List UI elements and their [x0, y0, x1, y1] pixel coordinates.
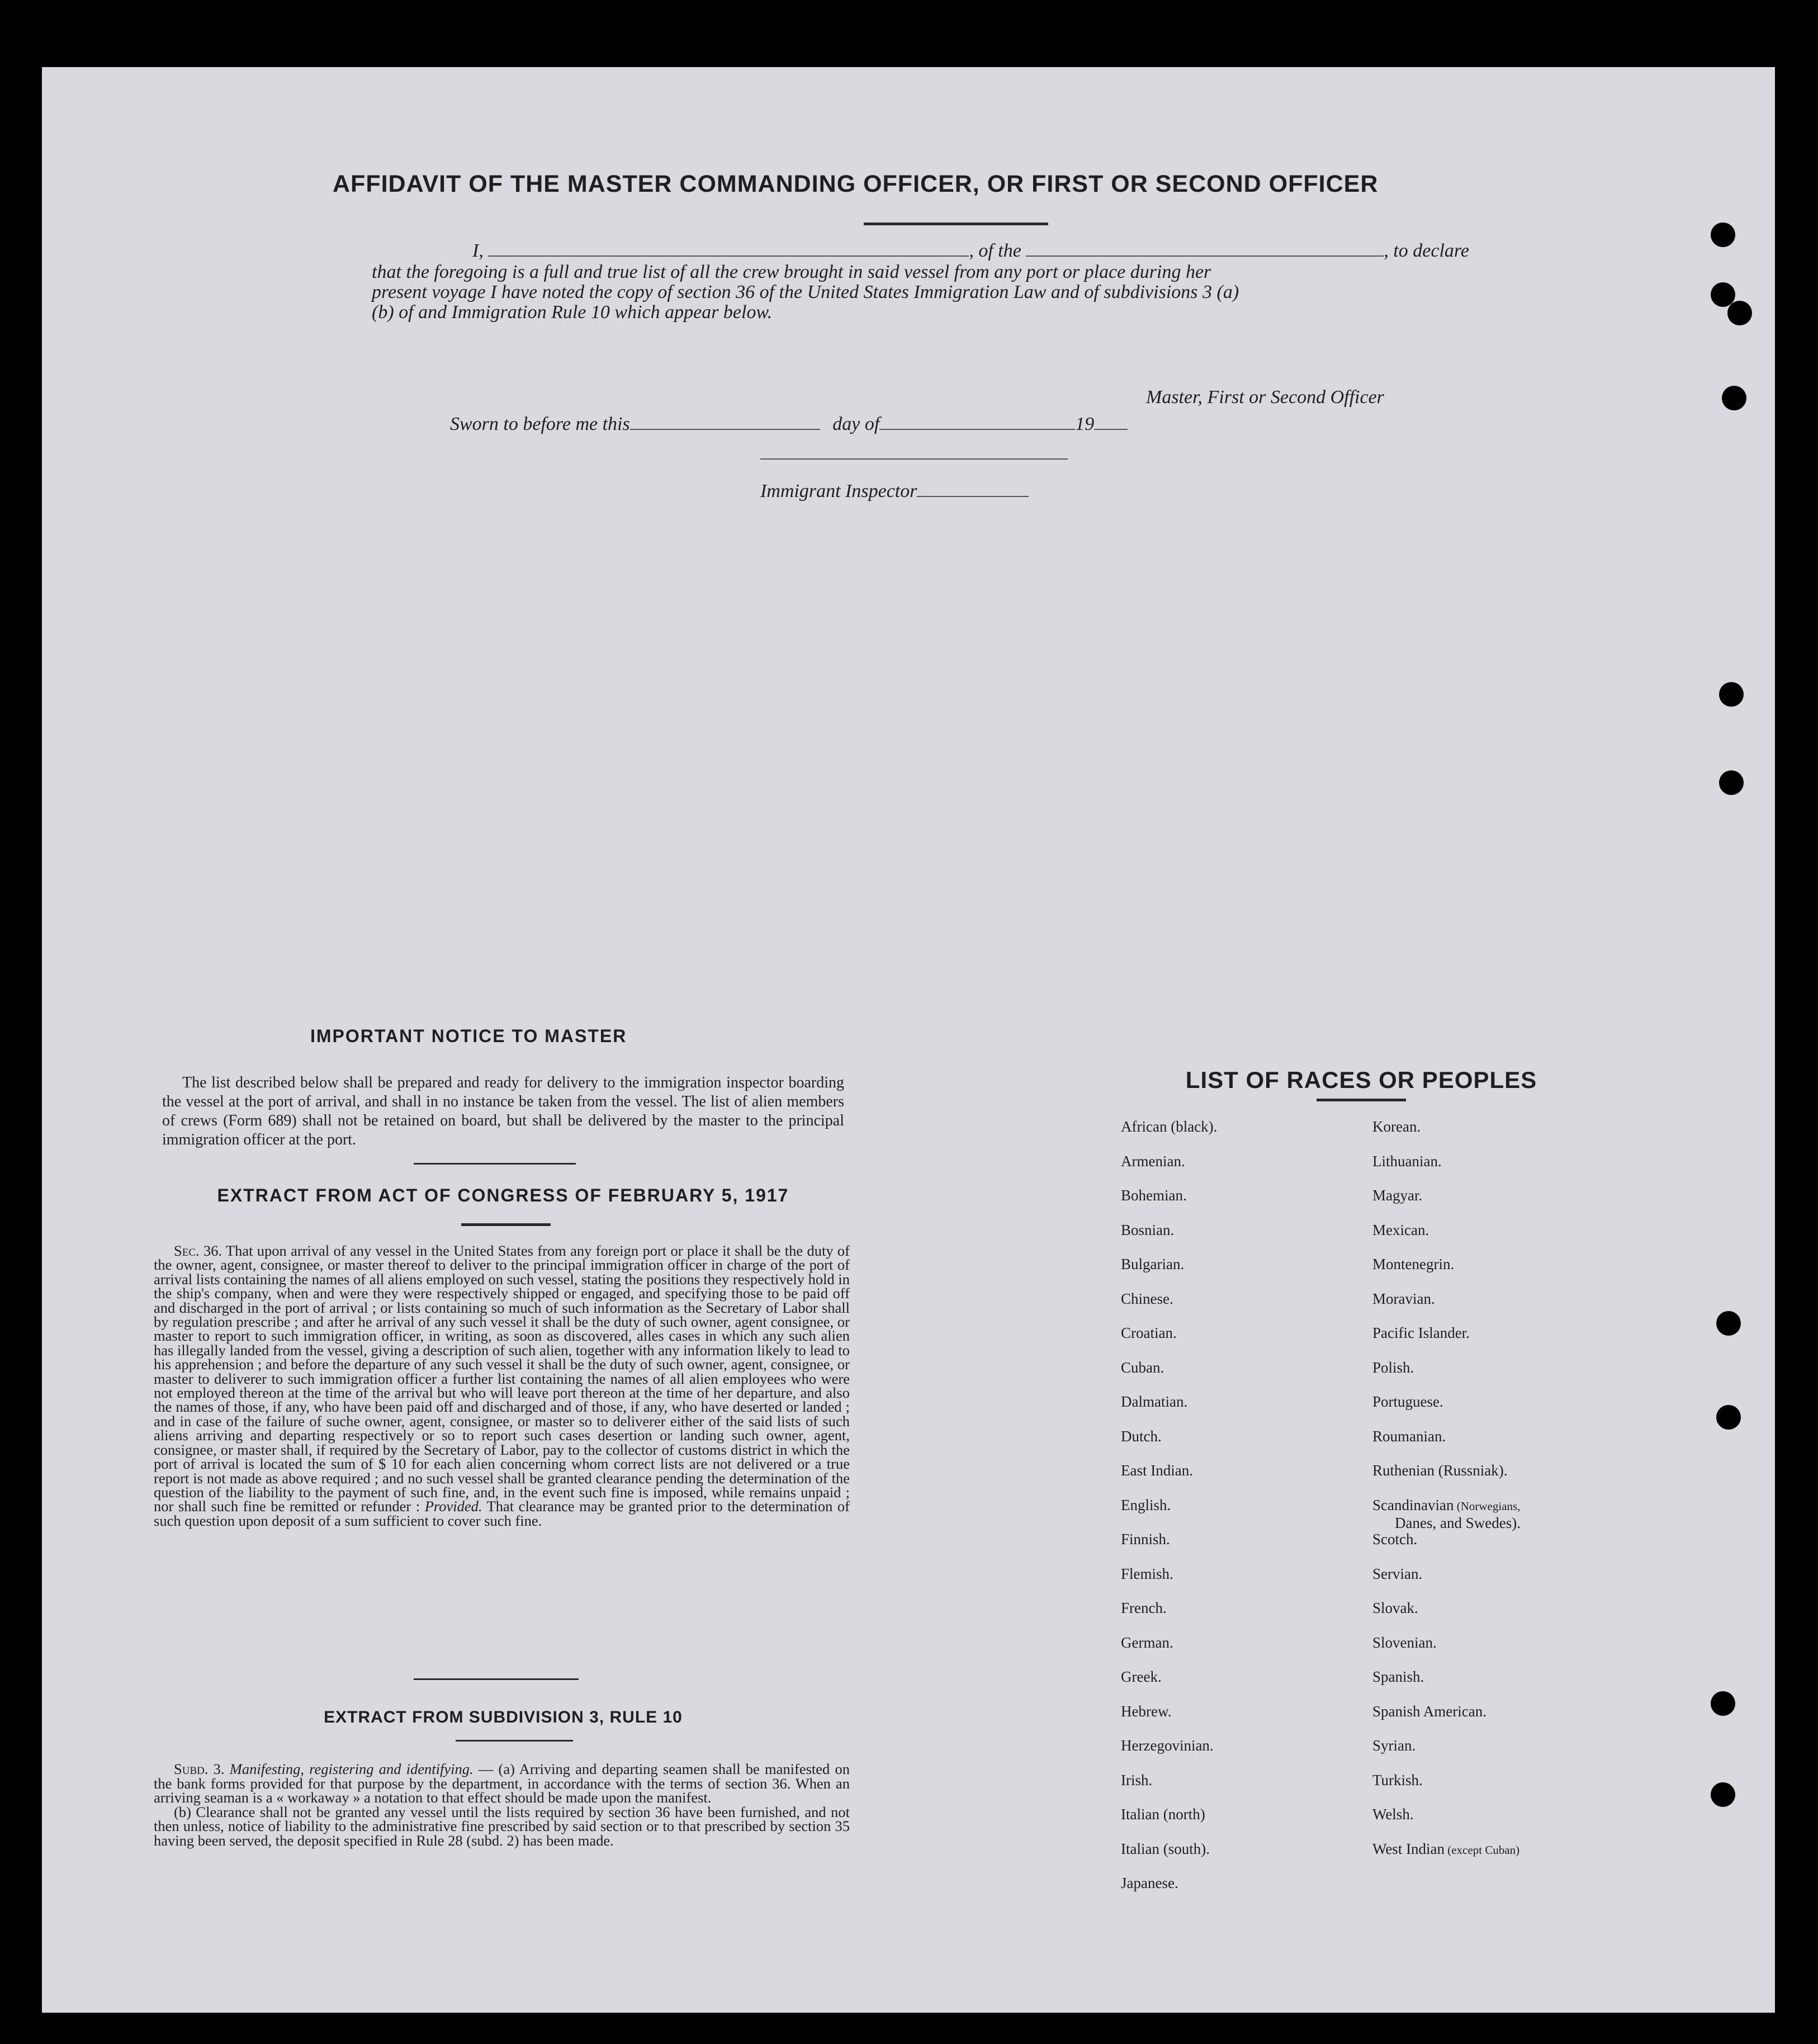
race-item	[1121, 1600, 1217, 1634]
punch-hole	[1711, 223, 1735, 247]
provided-label: Provided.	[424, 1498, 482, 1515]
act-body-end: That clearance may be granted prior to the determination of such question upon deposit of a sum sufficient to cover such fine.	[154, 1498, 850, 1529]
race-name: Italian (north)	[1121, 1806, 1205, 1823]
act-end-rule	[414, 1678, 579, 1680]
race-item	[1372, 1668, 1521, 1703]
race-name: French.	[1121, 1600, 1167, 1616]
race-item	[1372, 1600, 1521, 1634]
race-name: Chinese.	[1121, 1290, 1173, 1307]
race-item	[1121, 1668, 1217, 1703]
subdivision-heading: EXTRACT FROM SUBDIVISION 3, RULE 10	[324, 1708, 683, 1726]
sworn-day-blank[interactable]	[630, 429, 820, 430]
race-item	[1121, 1840, 1217, 1875]
race-item	[1372, 1222, 1521, 1256]
race-name: Finnish.	[1121, 1531, 1170, 1548]
inspector-blank[interactable]	[917, 496, 1029, 497]
race-name: Korean.	[1372, 1118, 1421, 1135]
affidavit-line-3: present voyage I have noted the copy of section 36 of the United States Immigration Law and of subdivisions 3 (a)	[372, 282, 1239, 302]
affidavit-line-2: that the foregoing is a full and true list of all the crew brought in said vessel from any port or place during her	[372, 262, 1211, 282]
race-name: Polish.	[1372, 1359, 1414, 1376]
affidavit-i-label: I,	[472, 240, 484, 261]
punch-hole	[1719, 682, 1744, 707]
inspector-line	[760, 481, 1029, 502]
race-item	[1121, 1772, 1217, 1806]
race-item	[1121, 1462, 1217, 1497]
race-name: Syrian.	[1372, 1737, 1416, 1754]
race-name: Magyar.	[1372, 1187, 1423, 1204]
act-section-text	[154, 1244, 850, 1528]
race-name: English.	[1121, 1496, 1171, 1513]
race-item	[1372, 1531, 1521, 1565]
race-item	[1121, 1634, 1217, 1669]
race-note: (Norwegians,	[1454, 1499, 1521, 1513]
race-name: Scandinavian	[1372, 1496, 1454, 1513]
race-name: Scotch.	[1372, 1531, 1418, 1548]
act-rule	[461, 1223, 551, 1226]
day-of-label: day of	[832, 414, 880, 434]
of-the-label: , of the	[969, 240, 1021, 261]
race-item	[1121, 1153, 1217, 1187]
race-name: Portuguese.	[1372, 1393, 1443, 1410]
races-right-column	[1372, 1118, 1521, 1875]
race-item	[1372, 1187, 1521, 1222]
race-name: Armenian.	[1121, 1152, 1185, 1170]
notice-heading: IMPORTANT NOTICE TO MASTER	[310, 1026, 627, 1046]
race-item	[1121, 1737, 1217, 1772]
races-left-column	[1121, 1118, 1217, 1909]
race-name: Spanish.	[1372, 1668, 1424, 1685]
race-item	[1372, 1393, 1521, 1428]
subd-title: Manifesting, registering and identifying.	[229, 1761, 474, 1777]
race-name: Welsh.	[1372, 1806, 1414, 1823]
notice-rule	[414, 1163, 576, 1165]
race-name: Dalmatian.	[1121, 1393, 1188, 1410]
affidavit-line-4: (b) of and Immigration Rule 10 which appear below.	[372, 302, 773, 323]
race-name: Ruthenian (Russniak).	[1372, 1462, 1508, 1479]
punch-hole	[1727, 301, 1752, 325]
race-note: (except Cuban)	[1445, 1843, 1520, 1857]
affidavit-line-1	[372, 240, 1469, 262]
race-item	[1121, 1565, 1217, 1600]
affidavit-title: AFFIDAVIT OF THE MASTER COMMANDING OFFICER, OR FIRST OR SECOND OFFICER	[333, 171, 1379, 197]
race-item	[1121, 1531, 1217, 1565]
inspector-signature-blank[interactable]	[760, 458, 1068, 460]
race-name: Cuban.	[1121, 1359, 1164, 1376]
race-name: Roumanian.	[1372, 1427, 1446, 1445]
race-item	[1121, 1359, 1217, 1394]
punch-hole	[1711, 1691, 1735, 1716]
race-item	[1372, 1737, 1521, 1772]
races-heading: LIST OF RACES OR PEOPLES	[1185, 1067, 1537, 1093]
punch-hole	[1716, 1311, 1741, 1336]
race-item	[1372, 1497, 1521, 1531]
race-name: Bosnian.	[1121, 1221, 1175, 1238]
punch-hole	[1719, 770, 1744, 795]
year-blank[interactable]	[1094, 429, 1128, 430]
inspector-label: Immigrant Inspector	[760, 481, 917, 501]
race-name: Moravian.	[1372, 1290, 1435, 1307]
year-prefix: 19	[1075, 414, 1095, 434]
race-name: East Indian.	[1121, 1462, 1193, 1479]
race-name: Turkish.	[1372, 1771, 1423, 1788]
race-name: Pacific Islander.	[1372, 1324, 1470, 1341]
race-name: Japanese.	[1121, 1875, 1178, 1891]
race-item	[1121, 1290, 1217, 1325]
race-item	[1372, 1462, 1521, 1497]
subdivision-text	[154, 1762, 850, 1848]
race-item	[1121, 1497, 1217, 1531]
race-item	[1372, 1153, 1521, 1187]
race-name: Dutch.	[1121, 1427, 1162, 1445]
subd-para-b: (b) Clearance shall not be granted any vessel until the lists required by section 36 have been furnished, and not then unless, notice of liability to the administrative fine prescribed by said section or to that prescribed by section 35 having been served, the deposit specified in Rule 28 (subd. 2) has been made.	[154, 1803, 850, 1849]
race-name: Mexican.	[1372, 1221, 1429, 1238]
punch-hole	[1716, 1405, 1741, 1430]
race-name: Montenegrin.	[1372, 1256, 1455, 1272]
race-item	[1121, 1118, 1217, 1153]
race-item	[1121, 1875, 1217, 1909]
signature-label: Master, First or Second Officer	[1146, 387, 1384, 408]
sworn-line	[450, 414, 1128, 435]
race-name: African (black).	[1121, 1118, 1218, 1135]
subd-para-a: — (a) Arriving and departing seamen shall be manifested on the bank forms provided for that purpose by the department, in accordance with the terms of section 36. When an arriving seaman is a « workaway » a notation to that effect should be made upon the manifest.	[154, 1761, 850, 1806]
race-item	[1372, 1256, 1521, 1290]
race-name: Irish.	[1121, 1771, 1153, 1788]
race-name: Bohemian.	[1121, 1187, 1187, 1204]
race-name: Croatian.	[1121, 1324, 1177, 1341]
race-item	[1372, 1428, 1521, 1463]
subdivision-rule	[456, 1740, 573, 1742]
race-item	[1372, 1703, 1521, 1738]
race-name: Slovak.	[1372, 1600, 1418, 1616]
race-note: Danes, and Swedes).	[1395, 1514, 1521, 1531]
to-declare-label: , to declare	[1384, 240, 1469, 261]
vessel-blank[interactable]	[1026, 256, 1384, 257]
name-blank[interactable]	[488, 256, 969, 257]
race-item	[1121, 1222, 1217, 1256]
race-name: Italian (south).	[1121, 1840, 1210, 1857]
title-rule	[864, 223, 1048, 225]
race-name: Hebrew.	[1121, 1702, 1172, 1720]
race-name: Servian.	[1372, 1565, 1423, 1582]
race-name: Spanish American.	[1372, 1702, 1486, 1720]
race-item	[1121, 1187, 1217, 1222]
race-name: Lithuanian.	[1372, 1152, 1442, 1170]
punch-hole	[1711, 1782, 1735, 1807]
race-item	[1121, 1428, 1217, 1463]
race-name: Greek.	[1121, 1668, 1162, 1685]
race-item	[1372, 1772, 1521, 1806]
race-item	[1372, 1634, 1521, 1669]
race-item	[1372, 1806, 1521, 1840]
race-item	[1372, 1840, 1521, 1875]
race-name: Slovenian.	[1372, 1634, 1437, 1651]
race-item	[1372, 1118, 1521, 1153]
month-blank[interactable]	[879, 429, 1075, 430]
race-name: Herzegovinian.	[1121, 1737, 1214, 1754]
act-body: That upon arrival of any vessel in the United States from any foreign port or place it shall be the duty of the owner, agent, consignee, or master thereof to deliver to the principal immigration officer in charge of the port of arrival lists containing the names of all aliens employed on such vessel, stating the positions they respectively hold in the ship's company, when and were they were respectively shipped or engaged, and specifying those to be paid off and discharged in the port of arrival ; or lists containing so much of such information as the Secretary of Labor shall by regulation prescribe ; and after he arrival of any such vessel it shall be the duty of such owner, agent consignee, or master to report to such immigration officer, in writing, as soon as discovered, alles cases in which any such alien has illegally landed from the vessel, giving a description of such alien, together with any information likely to lead to his apprehension ; and before the departure of any such vessel it shall be the duty of such owner, agent, consignee, or master to deliverer to such immigration officer a further list containing the names of all alien employees who were not employed thereon at the time of the arrival but who will leave port thereon at the time of her departure, and also the names of those, if any, who have been paid off and discharged and of those, if any, who have deserted or landed ; and in case of the failure of suche owner, agent, consignee, or master so to deliverer either of the said lists of such aliens arriving and departing respectively or so to report such cases desertion or landing such owner, agent, consignee, or master shall, if required by the Secretary of Labor, pay to the collector of customs district in which the port of arrival is located the sum of $ 10 for each alien concerning whom correct lists are not delivered or a true report is not made as above required ; and no such vessel shall be granted clearance pending the determination of the question of the liability to the payment of such fine, and, in the event such fine is imposed, while remains unpaid ; nor shall such fine be remitted or refunder :	[154, 1242, 850, 1515]
race-item	[1372, 1324, 1521, 1359]
document-page	[42, 67, 1775, 2013]
race-name: Bulgarian.	[1121, 1256, 1185, 1272]
notice-body: The list described below shall be prepared and ready for delivery to the immigration inspector boarding the vessel at the port of arrival, and shall in no instance be taken from the vessel. The list of alien members of crews (Form 689) shall not be retained on board, but shall be delivered by the master to the principal immigration officer at the port.	[162, 1074, 844, 1148]
race-name: Flemish.	[1121, 1565, 1173, 1582]
race-item	[1121, 1256, 1217, 1290]
race-item	[1372, 1359, 1521, 1394]
race-item	[1121, 1393, 1217, 1428]
race-item	[1121, 1806, 1217, 1840]
sworn-label: Sworn to before me this	[450, 414, 630, 434]
race-name: German.	[1121, 1634, 1173, 1651]
races-rule	[1317, 1099, 1406, 1101]
act-heading: EXTRACT FROM ACT OF CONGRESS OF FEBRUARY 5, 1917	[217, 1185, 789, 1205]
race-item	[1372, 1565, 1521, 1600]
sec-label: Sec. 36.	[174, 1242, 222, 1259]
subd-label: Subd. 3.	[174, 1761, 225, 1777]
race-item	[1372, 1290, 1521, 1325]
race-name: West Indian	[1372, 1840, 1445, 1857]
race-item	[1121, 1703, 1217, 1738]
punch-hole	[1722, 386, 1746, 410]
race-item	[1121, 1324, 1217, 1359]
